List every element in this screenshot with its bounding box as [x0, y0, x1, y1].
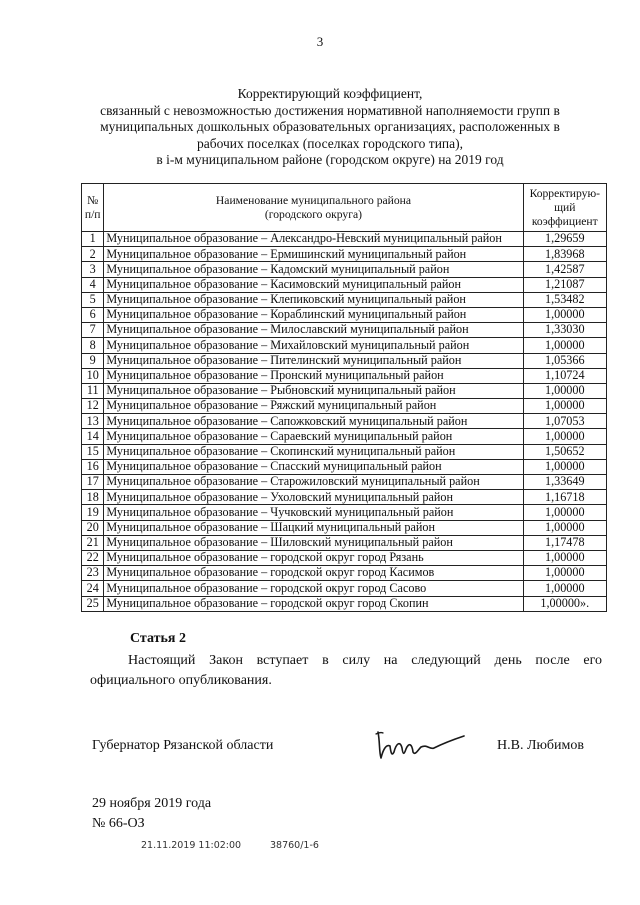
row-number: 16 [82, 459, 104, 474]
law-number: № 66-ОЗ [92, 816, 145, 831]
table-row [82, 307, 607, 322]
row-number: 15 [82, 444, 104, 459]
table-row [82, 475, 607, 490]
row-municipality: Муниципальное образование – городской округ город Скопин [104, 596, 523, 611]
row-coefficient: 1,00000 [523, 459, 606, 474]
page-number: 3 [316, 34, 324, 49]
table-row [82, 232, 607, 247]
row-coefficient: 1,10724 [523, 368, 606, 383]
row-coefficient: 1,00000 [523, 566, 606, 581]
title-line: Корректирующий коэффициент, [237, 86, 423, 101]
row-number: 6 [82, 307, 104, 322]
row-number: 4 [82, 277, 104, 292]
table-row [82, 323, 607, 338]
signatory-name: Н.В. Любимов [497, 738, 584, 753]
row-coefficient: 1,00000 [523, 505, 606, 520]
table-row [82, 399, 607, 414]
row-number: 11 [82, 383, 104, 398]
row-municipality: Муниципальное образование – Пителинский муниципальный район [104, 353, 523, 368]
table-row [82, 444, 607, 459]
row-coefficient: 1,00000 [523, 383, 606, 398]
table-row [82, 247, 607, 262]
row-number: 3 [82, 262, 104, 277]
row-coefficient: 1,00000». [523, 596, 606, 611]
row-coefficient: 1,33030 [523, 323, 606, 338]
row-municipality: Муниципальное образование – Ряжский муниципальный район [104, 399, 523, 414]
table-row [82, 550, 607, 565]
article-heading: Статья 2 [130, 631, 186, 646]
row-coefficient: 1,00000 [523, 338, 606, 353]
row-number: 9 [82, 353, 104, 368]
table-row [82, 459, 607, 474]
row-coefficient: 1,00000 [523, 550, 606, 565]
row-municipality: Муниципальное образование – Скопинский муниципальный район [104, 444, 523, 459]
row-number: 8 [82, 338, 104, 353]
row-number: 25 [82, 596, 104, 611]
header-name-line: (городского округа) [264, 207, 362, 221]
row-municipality: Муниципальное образование – Пронский муниципальный район [104, 368, 523, 383]
row-coefficient: 1,50652 [523, 444, 606, 459]
row-coefficient: 1,00000 [523, 399, 606, 414]
row-municipality: Муниципальное образование – Михайловский муниципальный район [104, 338, 523, 353]
article-text [90, 651, 602, 691]
header-coef-line: коэффициент [531, 214, 598, 228]
row-municipality: Муниципальное образование – Шиловский муниципальный район [104, 535, 523, 550]
handwritten-signature [372, 728, 472, 764]
row-municipality: Муниципальное образование – Милославский муниципальный район [104, 323, 523, 338]
row-coefficient: 1,16718 [523, 490, 606, 505]
row-number: 17 [82, 475, 104, 490]
row-municipality: Муниципальное образование – Кадомский муниципальный район [104, 262, 523, 277]
header-coef [523, 184, 606, 232]
table-row [82, 414, 607, 429]
table-body [82, 232, 607, 612]
row-coefficient: 1,05366 [523, 353, 606, 368]
registration-number: 38760/1-6 [270, 840, 319, 851]
row-number: 12 [82, 399, 104, 414]
print-timestamp: 21.11.2019 11:02:00 [141, 840, 242, 851]
row-municipality: Муниципальное образование – городской округ город Касимов [104, 566, 523, 581]
header-coef-line: Корректирую- [529, 186, 600, 200]
row-number: 21 [82, 535, 104, 550]
signatory-position: Губернатор Рязанской области [92, 738, 274, 753]
row-coefficient: 1,21087 [523, 277, 606, 292]
row-number: 7 [82, 323, 104, 338]
row-coefficient: 1,29659 [523, 232, 606, 247]
coefficients-table [81, 183, 607, 612]
row-municipality: Муниципальное образование – городской округ город Рязань [104, 550, 523, 565]
article-text-line: Настоящий Закон вступает в силу на следующий день после его [128, 653, 602, 668]
row-number: 1 [82, 232, 104, 247]
header-name [104, 184, 523, 232]
row-coefficient: 1,00000 [523, 429, 606, 444]
table-row [82, 581, 607, 596]
table-row [82, 490, 607, 505]
table-row [82, 535, 607, 550]
row-number: 5 [82, 292, 104, 307]
row-municipality: Муниципальное образование – Александро-Невский муниципальный район [104, 232, 523, 247]
row-number: 18 [82, 490, 104, 505]
row-number: 23 [82, 566, 104, 581]
table-row [82, 277, 607, 292]
title-line: рабочих поселках (поселках городского типа), [196, 135, 464, 151]
table-row [82, 566, 607, 581]
row-coefficient: 1,17478 [523, 535, 606, 550]
table-row [82, 383, 607, 398]
row-coefficient: 1,83968 [523, 247, 606, 262]
row-coefficient: 1,33649 [523, 475, 606, 490]
row-municipality: Муниципальное образование – Кораблинский муниципальный район [104, 307, 523, 322]
row-number: 24 [82, 581, 104, 596]
row-coefficient: 1,07053 [523, 414, 606, 429]
table-row [82, 262, 607, 277]
table-header-row [82, 184, 607, 232]
row-number: 2 [82, 247, 104, 262]
title-line: связанный с невозможностью достижения нормативной наполняемости групп в [100, 102, 560, 118]
document-title [60, 86, 600, 169]
row-municipality: Муниципальное образование – Клепиковский муниципальный район [104, 292, 523, 307]
table-row [82, 505, 607, 520]
header-num: № п/п [82, 184, 104, 232]
row-municipality: Муниципальное образование – Спасский муниципальный район [104, 459, 523, 474]
title-line: в i-м муниципальном районе (городском округе) на 2019 год [156, 152, 504, 167]
row-number: 13 [82, 414, 104, 429]
header-coef-line: щий [554, 200, 576, 214]
row-municipality: Муниципальное образование – Старожиловский муниципальный район [104, 475, 523, 490]
row-number: 20 [82, 520, 104, 535]
row-municipality: Муниципальное образование – Ухоловский муниципальный район [104, 490, 523, 505]
row-municipality: Муниципальное образование – Сапожковский муниципальный район [104, 414, 523, 429]
row-coefficient: 1,42587 [523, 262, 606, 277]
header-name-line: Наименование муниципального района [215, 193, 411, 207]
row-number: 19 [82, 505, 104, 520]
row-municipality: Муниципальное образование – Сараевский муниципальный район [104, 429, 523, 444]
article-text-line: официального опубликования. [90, 673, 272, 688]
row-municipality: Муниципальное образование – Ермишинский муниципальный район [104, 247, 523, 262]
row-municipality: Муниципальное образование – Шацкий муниципальный район [104, 520, 523, 535]
table-row [82, 520, 607, 535]
row-number: 22 [82, 550, 104, 565]
row-number: 14 [82, 429, 104, 444]
row-coefficient: 1,00000 [523, 520, 606, 535]
table-row [82, 596, 607, 611]
table-row [82, 338, 607, 353]
row-coefficient: 1,00000 [523, 581, 606, 596]
row-municipality: Муниципальное образование – Касимовский муниципальный район [104, 277, 523, 292]
row-coefficient: 1,53482 [523, 292, 606, 307]
title-line: муниципальных дошкольных образовательных организациях, расположенных в [100, 119, 560, 134]
table-row [82, 292, 607, 307]
law-date: 29 ноября 2019 года [92, 796, 212, 811]
table-row [82, 353, 607, 368]
row-municipality: Муниципальное образование – Рыбновский муниципальный район [104, 383, 523, 398]
row-municipality: Муниципальное образование – Чучковский муниципальный район [104, 505, 523, 520]
row-number: 10 [82, 368, 104, 383]
row-municipality: Муниципальное образование – городской округ город Сасово [104, 581, 523, 596]
row-coefficient: 1,00000 [523, 307, 606, 322]
table-row [82, 429, 607, 444]
table-row [82, 368, 607, 383]
